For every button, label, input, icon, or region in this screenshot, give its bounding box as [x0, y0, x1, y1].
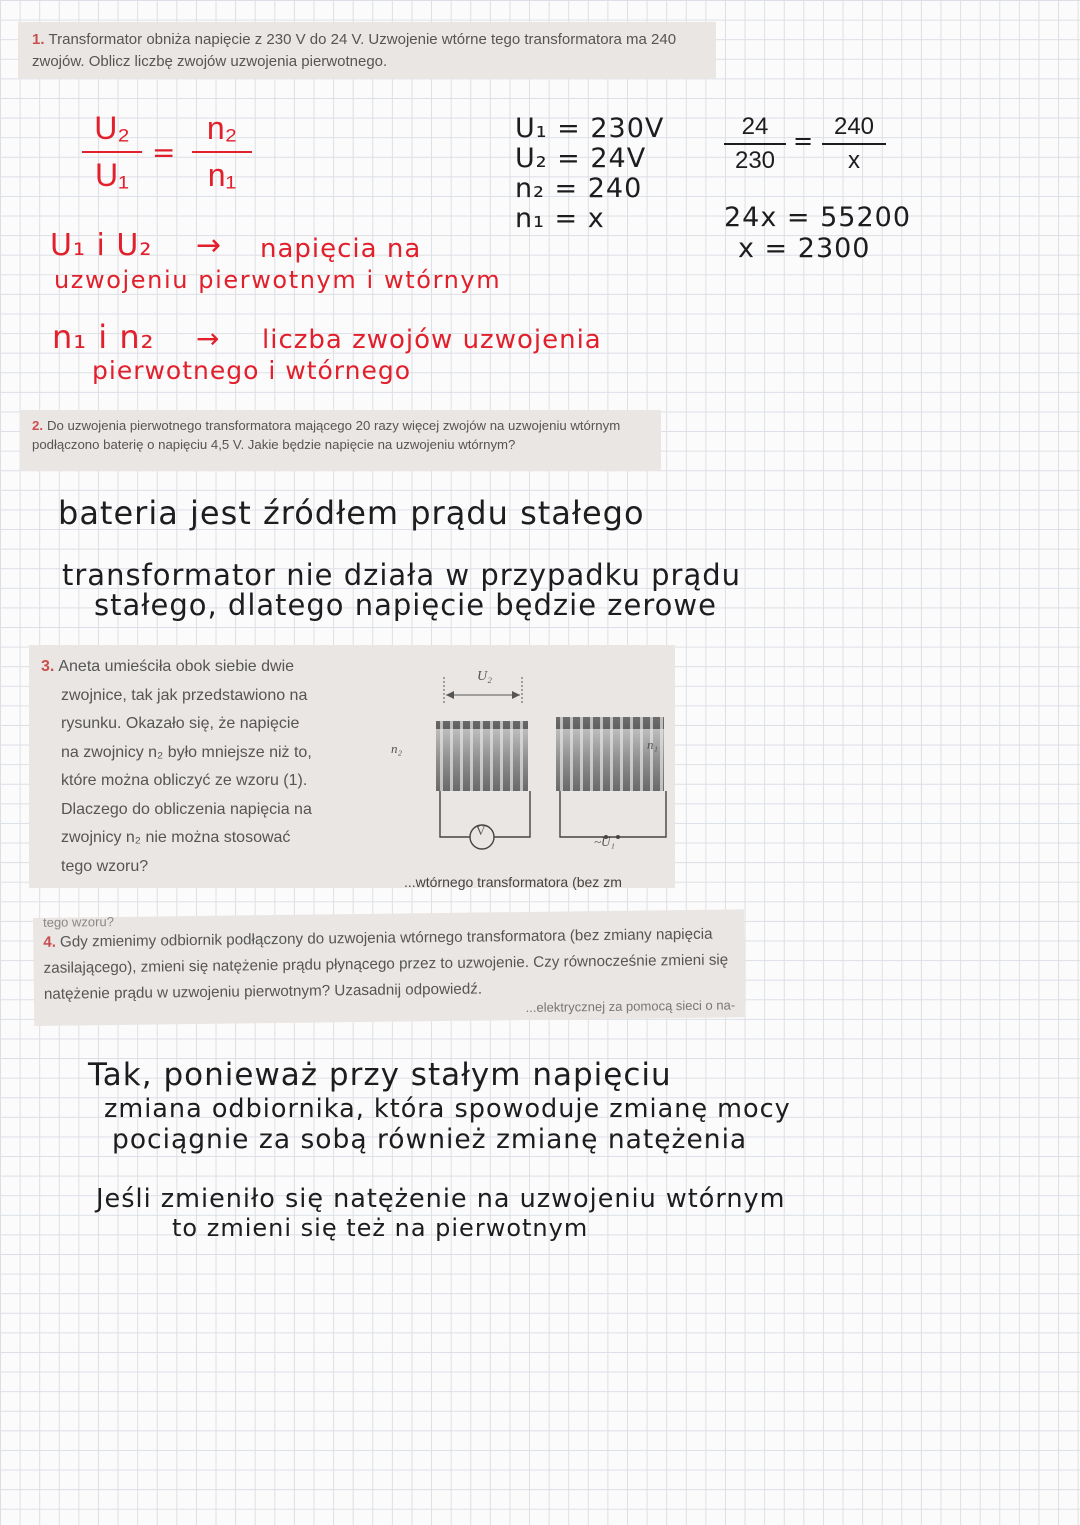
question-2-text: Do uzwojenia pierwotnego transformatora mającego 20 razy więcej zwojów na uzwojeniu wtórnym podłączono baterię o napięciu 4,5 V. Jakie będzie napięcie na uzwojeniu wtórnym? [32, 418, 621, 453]
answer-4-line-3: pociągnie za sobą również zmianę natężenia [112, 1124, 748, 1155]
question-2-number: 2. [32, 418, 43, 433]
calc-equals: = [793, 127, 815, 155]
question-1-card [18, 22, 716, 79]
legend-u-text-2: uzwojeniu pierwotnym i wtórnym [54, 266, 502, 294]
figure-label-u2: U₂ [477, 669, 492, 684]
legend-n-text-2: pierwotnego i wtórnego [92, 356, 412, 385]
calc-f2-den: x [848, 146, 860, 174]
question-3-line: zwojnicy n₂ nie można stosować [61, 829, 291, 846]
coils-figure [384, 659, 674, 869]
question-3-text [41, 653, 341, 881]
answer-2-line-2: transformator nie działa w przypadku prądu [62, 558, 742, 592]
legend-n-text: liczba zwojów uzwojenia [262, 325, 602, 355]
question-3-card [29, 645, 675, 888]
question-4-text: Gdy zmienimy odbiornik podłączony do uzwojenia wtórnego transformatora (bez zmiany napięcia zasilającego), zmieni się natężenie prądu płynącego przez to uzwojenie. Czy równocześnie zmieni się natężenie prądu w uzwojeniu pierwotnym? Uzasadnij odpowiedź. [43, 925, 729, 1003]
coil-n2 [436, 721, 528, 791]
question-3-number: 3. [41, 658, 55, 675]
answer-4-line-2: zmiana odbiornika, która spowoduje zmianę mocy [104, 1094, 791, 1124]
question-3-line: które można obliczyć ze wzoru (1). [61, 772, 308, 789]
legend-u-arrow: → [196, 228, 223, 263]
calc-step-2: x = 2300 [738, 233, 871, 264]
figure-label-v: V [476, 823, 486, 838]
given-u2: U₂ = 24V [515, 143, 647, 174]
question-3-line: Aneta umieściła obok siebie dwie [58, 658, 295, 675]
given-n1: n₁ = x [515, 203, 605, 234]
formula-right-fraction [192, 110, 252, 194]
arrowhead [446, 691, 454, 699]
question-3-line: na zwojnicy n₂ było mniejsze niż to, [61, 743, 312, 761]
calc-f1-den: 230 [734, 146, 776, 174]
formula-n2: n₂ [206, 110, 238, 146]
fraction-bar [82, 151, 142, 153]
calc-f1-num: 24 [741, 113, 769, 140]
question-1-text: Transformator obniża napięcie z 230 V do 24 V. Uzwojenie wtórne tego transformatora ma 240 zwojów. Oblicz liczbę zwojów uzwojenia pierwotnego. [32, 31, 677, 70]
terminal-dot [616, 835, 620, 839]
question-4-top-cut: tego wzoru? [42, 914, 114, 930]
question-1-number: 1. [32, 31, 45, 48]
question-3-line: zwojnice, tak jak przedstawiono na [61, 686, 308, 704]
legend-u-text: napięcia na [260, 234, 422, 264]
answer-2-line-3: stałego, dlatego napięcie będzie zerowe [94, 588, 717, 622]
question-4-bottom-cut: ...elektrycznej za pomocą sieci o na- [525, 997, 736, 1015]
legend-n-symbols: n₁ i n₂ [52, 318, 155, 356]
formula-equals: = [152, 136, 177, 169]
calc-left-fraction [724, 113, 786, 175]
question-2-card [20, 410, 661, 471]
calc-f2-num: 240 [833, 113, 875, 140]
answer-4-line-4: Jeśli zmieniło się natężenie na uzwojeniu wtórnym [96, 1184, 786, 1214]
question-3-line: rysunku. Okazało się, że napięcie [61, 715, 300, 732]
figure-label-n1: n₁ [647, 737, 659, 752]
answer-2-line-1: bateria jest źródłem prądu stałego [58, 494, 645, 532]
legend-u-symbols: U₁ i U₂ [50, 228, 153, 263]
cutoff-text: ...wtórnego transformatora (bez zm [404, 874, 622, 890]
calc-right-fraction [822, 113, 886, 175]
figure-label-u1: ~U₁ [594, 834, 615, 849]
question-3-line: Dlaczego do obliczenia napięcia na [61, 800, 312, 818]
given-n2: n₂ = 240 [515, 173, 643, 204]
formula-u1: U₁ [95, 157, 129, 193]
question-4-number: 4. [43, 933, 57, 951]
question-3-line: tego wzoru? [61, 857, 149, 875]
figure-label-n2: n₂ [391, 741, 403, 756]
given-u1: U₁ = 230V [515, 113, 665, 144]
fraction-bar [822, 143, 886, 145]
answer-4-line-5: to zmieni się też na pierwotnym [172, 1214, 589, 1242]
answer-4-line-1: Tak, ponieważ przy stałym napięciu [88, 1057, 672, 1093]
question-4-card [33, 909, 745, 1026]
formula-left-fraction [82, 110, 142, 194]
formula-n1: n₁ [207, 157, 237, 193]
fraction-bar [724, 143, 786, 145]
fraction-bar [192, 151, 252, 153]
legend-n-arrow: → [196, 322, 221, 355]
formula-u2: U₂ [94, 110, 130, 146]
calc-step-1: 24x = 55200 [724, 202, 912, 233]
arrowhead [512, 691, 520, 699]
